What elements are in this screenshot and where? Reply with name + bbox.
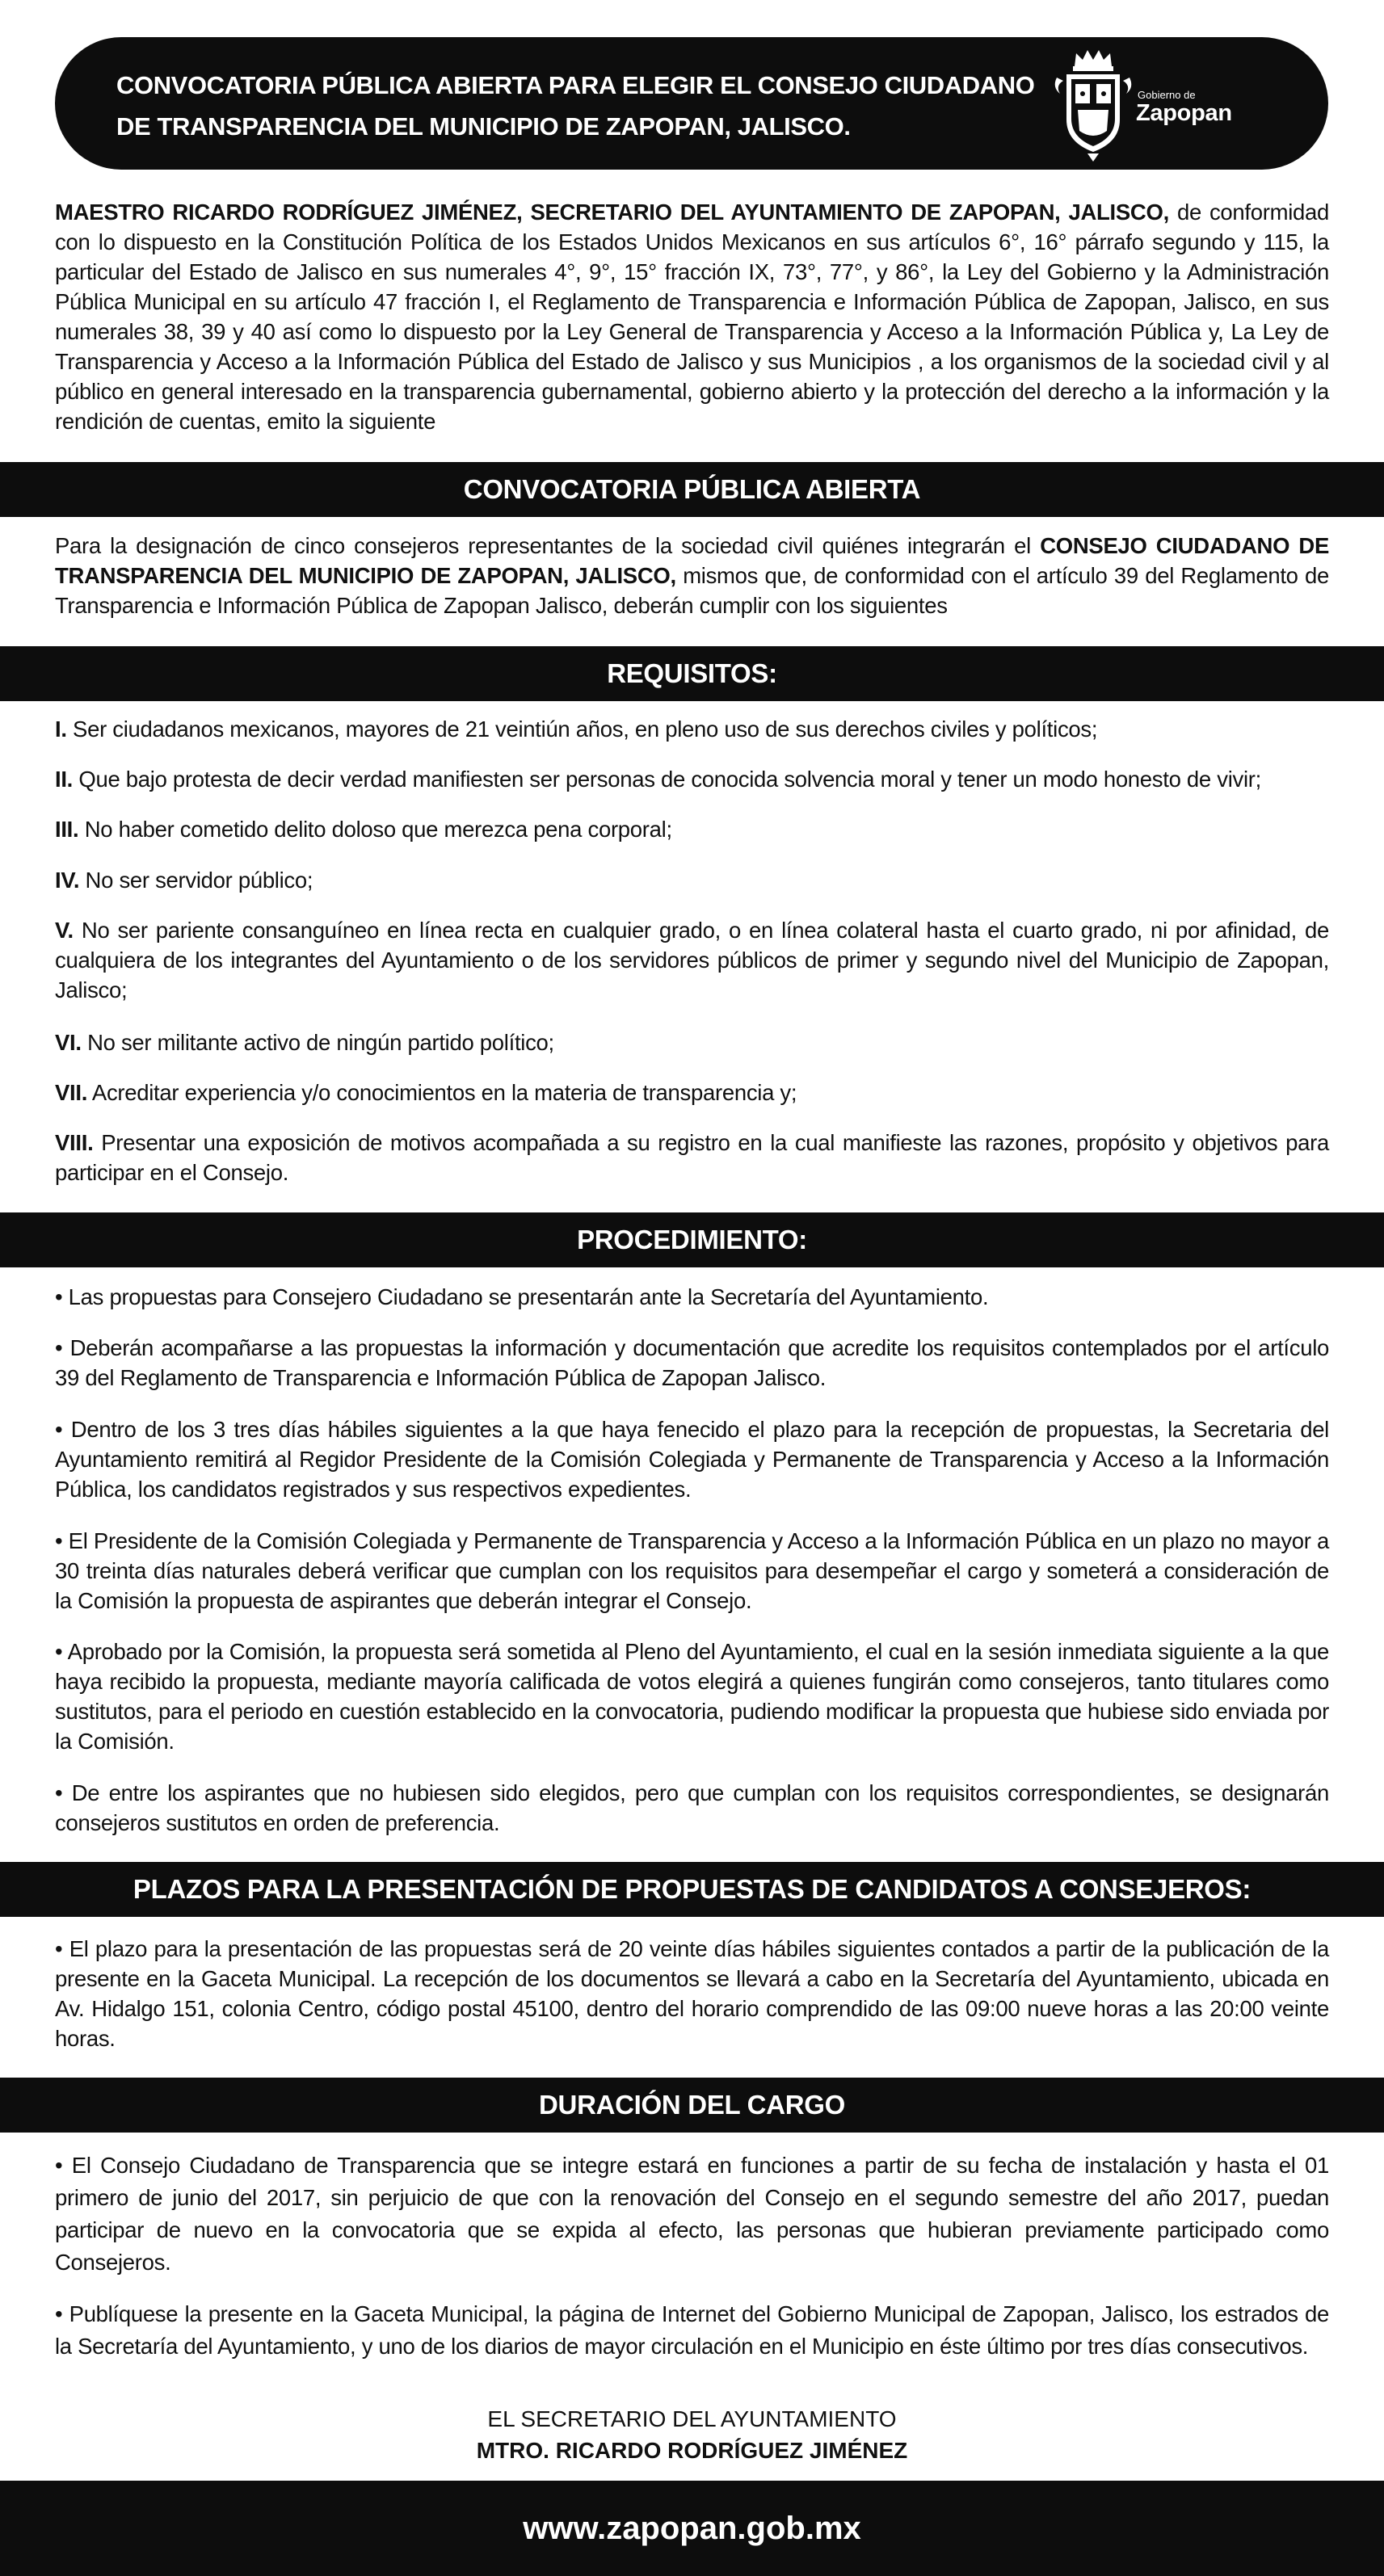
- requisito-number: II.: [55, 767, 74, 792]
- header-banner: [55, 37, 1328, 170]
- plazos-paragraph: • El plazo para la presentación de las propuestas será de 20 veinte días hábiles siguientes contados a partir de la publicación de la presente en la Gaceta Municipal. La recepción de los documentos se llevará a cabo en la Secretaría del Ayuntamiento, ubicada en Av. Hidalgo 151, colonia Centro, código postal 45100, dentro del horario comprendido de las 09:00 nueve horas a las 20:00 veinte horas.: [55, 1936, 1329, 2051]
- intro-paragraph: [55, 197, 1329, 436]
- coat-of-arms-icon: [1049, 42, 1138, 165]
- requisito-item: [55, 1078, 1329, 1107]
- duracion-item: • El Consejo Ciudadano de Transparencia que se integre estará en funciones a partir de su fecha de instalación y hasta el 01 primero de junio del 2017, sin perjuicio de que con la renovación del Consejo en el segundo semestre del año 2017, puedan participar de nuevo en la convocatoria que se expida al efecto, las personas que hubieran previamente participado como Consejeros.: [55, 2153, 1329, 2275]
- title-line-2: DE TRANSPARENCIA DEL MUNICIPIO DE ZAPOPAN, JALISCO.: [116, 112, 851, 141]
- requisito-number: III.: [55, 817, 79, 842]
- section-heading-requisitos: REQUISITOS:: [0, 646, 1384, 701]
- requisito-number: VI.: [55, 1030, 82, 1055]
- requisito-item: [55, 865, 1329, 895]
- requisito-item: [55, 1128, 1329, 1187]
- procedimiento-item: • Dentro de los 3 tres días hábiles siguientes a la que haya fenecido el plazo para la recepción de propuestas, la Secretaria del Ayuntamiento remitirá al Regidor Presidente de la Comisión Colegiada y Permanente de Transparencia y Acceso a la Información Pública, los candidatos registrados y sus respectivos expedientes.: [55, 1417, 1329, 1502]
- requisito-text: Que bajo protesta de decir verdad manifiesten ser personas de conocida solvencia moral y tener un modo honesto de vivir;: [73, 767, 1261, 792]
- procedimiento-item: • De entre los aspirantes que no hubiesen sido elegidos, pero que cumplan con los requisitos correspondientes, se designarán consejeros sustitutos en orden de preferencia.: [55, 1780, 1329, 1835]
- convocatoria-bold: CONSEJO CIUDADANO DE TRANSPARENCIA DEL MUNICIPIO DE ZAPOPAN, JALISCO,: [55, 533, 1330, 588]
- requisito-item: [55, 1027, 1329, 1057]
- signature-title: EL SECRETARIO DEL AYUNTAMIENTO: [487, 2406, 897, 2431]
- requisito-item: [55, 714, 1329, 744]
- requisito-item: [55, 915, 1329, 1005]
- zapopan-logo: [1049, 42, 1291, 165]
- requisito-number: V.: [55, 918, 74, 943]
- title-line-1: CONVOCATORIA PÚBLICA ABIERTA PARA ELEGIR EL CONSEJO CIUDADANO: [116, 71, 1035, 99]
- signature-name: MTRO. RICARDO RODRÍGUEZ JIMÉNEZ: [476, 2438, 908, 2463]
- procedimiento-item: • Deberán acompañarse a las propuestas la información y documentación que acredite los requisitos contemplados por el artículo 39 del Reglamento de Transparencia e Información Pública de Zapopan Jalisco.: [55, 1335, 1329, 1390]
- convocatoria-paragraph: [55, 531, 1329, 620]
- requisito-text: No ser servidor público;: [79, 868, 313, 893]
- duracion-item: • Publíquese la presente en la Gaceta Municipal, la página de Internet del Gobierno Municipal de Zapopan, Jalisco, los estrados de la Secretaría del Ayuntamiento, y uno de los diarios de mayor circulación en el Municipio en éste último por tres días consecutivos.: [55, 2301, 1329, 2359]
- requisito-text: No ser militante activo de ningún partido político;: [81, 1030, 554, 1055]
- convocatoria-text-b: mismos que, de conformidad con el artículo 39 del Reglamento de Transparencia e Información Pública de Zapopan Jalisco, deberán cumplir con los siguientes: [55, 563, 1329, 618]
- requisito-number: IV.: [55, 868, 80, 893]
- procedimiento-item: • El Presidente de la Comisión Colegiada y Permanente de Transparencia y Acceso a la Información Pública en un plazo no mayor a 30 treinta días naturales deberá verificar que cumplan con los requisitos para desempeñar el cargo y someterá a consideración de la Comisión la propuesta de aspirantes que deberán integrar el Consejo.: [55, 1528, 1329, 1613]
- requisito-text: Ser ciudadanos mexicanos, mayores de 21 veintiún años, en pleno uso de sus derechos civiles y políticos;: [66, 716, 1098, 742]
- page-title: [116, 65, 1086, 147]
- footer-url[interactable]: www.zapopan.gob.mx: [0, 2481, 1384, 2576]
- requisito-number: I.: [55, 716, 67, 742]
- section-heading-procedimiento: PROCEDIMIENTO:: [0, 1212, 1384, 1267]
- intro-bold: MAESTRO RICARDO RODRÍGUEZ JIMÉNEZ, SECRETARIO DEL AYUNTAMIENTO DE ZAPOPAN, JALISCO,: [55, 200, 1169, 225]
- requisito-number: VII.: [55, 1080, 88, 1105]
- requisito-text: No haber cometido delito doloso que merezca pena corporal;: [78, 817, 672, 842]
- convocatoria-text-a: Para la designación de cinco consejeros representantes de la sociedad civil quiénes integrarán el: [55, 533, 1041, 558]
- requisito-number: VIII.: [55, 1130, 94, 1155]
- section-heading-duracion: DURACIÓN DEL CARGO: [0, 2078, 1384, 2133]
- section-heading-plazos: PLAZOS PARA LA PRESENTACIÓN DE PROPUESTAS DE CANDIDATOS A CONSEJEROS:: [0, 1862, 1384, 1917]
- requisito-text: Presentar una exposición de motivos acompañada a su registro en la cual manifieste las razones, propósito y objetivos para participar en el Consejo.: [55, 1130, 1329, 1185]
- intro-text: de conformidad con lo dispuesto en la Constitución Política de los Estados Unidos Mexicanos en sus artículos 6°, 16° párrafo segundo y 115, la particular del Estado de Jalisco en sus numerales 4°, 9°, 15° fracción IX, 73°, 77°, y 86°, la Ley del Gobierno y la Administración Pública Municipal en su artículo 47 fracción I, el Reglamento de Transparencia e Información Pública de Zapopan, Jalisco, en sus numerales 38, 39 y 40 así como lo dispuesto por la Ley General de Transparencia y Acceso a la Información Pública y, La Ley de Transparencia y Acceso a la Información Pública del Estado de Jalisco y sus Municipios , a los organismos de la sociedad civil y al público en general interesado en la transparencia gubernamental, gobierno abierto y la protección del derecho a la información y la rendición de cuentas, emito la siguiente: [55, 200, 1330, 434]
- requisito-text: No ser pariente consanguíneo en línea recta en cualquier grado, o en línea colateral hasta el cuarto grado, ni por afinidad, de cualquiera de los integrantes del Ayuntamiento o de los servidores públicos de primer y segundo nivel del Municipio de Zapopan, Jalisco;: [55, 918, 1329, 1002]
- logo-caption: Gobierno de: [1138, 89, 1196, 101]
- procedimiento-item: • Aprobado por la Comisión, la propuesta será sometida al Pleno del Ayuntamiento, el cual en la sesión inmediata siguiente a la que haya recibido la propuesta, mediante mayoría calificada de votos elegirá a quienes fungirán como consejeros, tanto titulares como sustitutos, para el periodo en cuestión establecido en la convocatoria, pudiendo modificar la propuesta que hubiese sido enviada por la Comisión.: [55, 1639, 1329, 1754]
- requisito-item: [55, 814, 1329, 844]
- logo-wordmark: Zapopan: [1136, 100, 1232, 126]
- procedimiento-item: • Las propuestas para Consejero Ciudadano se presentarán ante la Secretaría del Ayuntamiento.: [55, 1284, 989, 1309]
- section-heading-convocatoria: CONVOCATORIA PÚBLICA ABIERTA: [0, 462, 1384, 517]
- requisito-text: Acreditar experiencia y/o conocimientos en la materia de transparencia y;: [87, 1080, 797, 1105]
- requisito-item: [55, 764, 1329, 794]
